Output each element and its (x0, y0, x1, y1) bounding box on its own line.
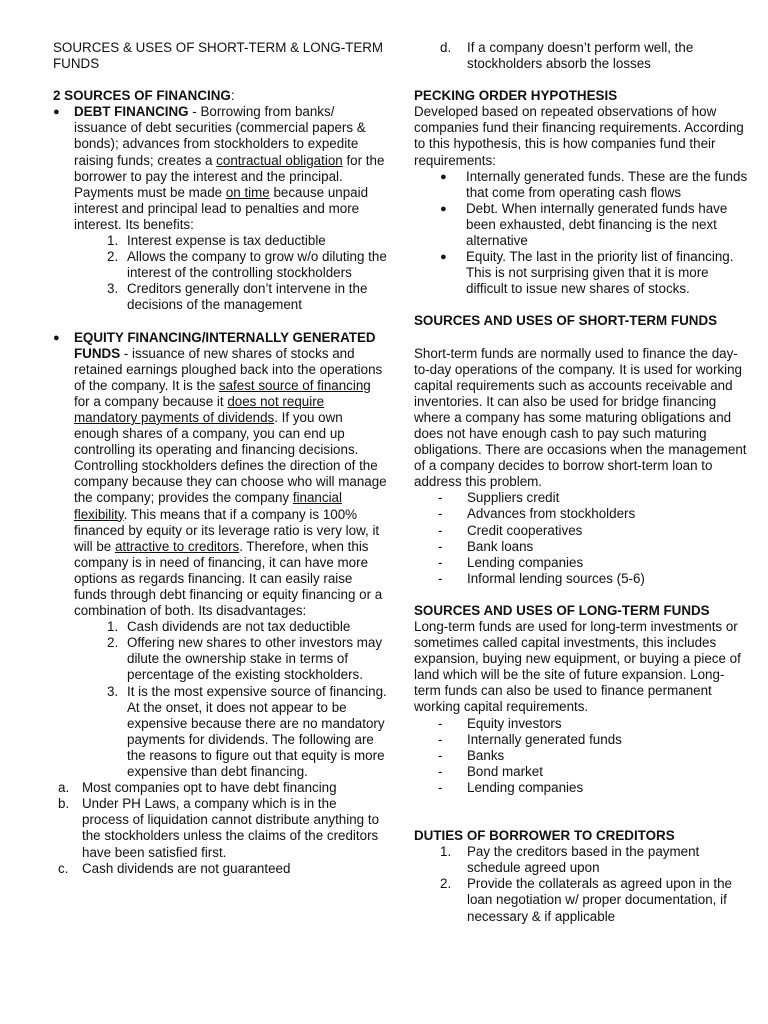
equity-text-5: . Therefore, when this company is in need of financing, it can have more options as regards financing. It can easily raise funds through debt financing or equity financing or a combination of both. Its disadvantages: (74, 538, 383, 619)
list-item (414, 844, 750, 876)
list-text: Most companies opt to have debt financing (82, 780, 337, 796)
list-item: ● Internally generated funds. These are the funds that come from operating cash flows (414, 169, 750, 201)
list-item: - Advances from stockholders (414, 506, 750, 522)
short-term-sources-list (414, 490, 750, 587)
heading-colon: : (230, 88, 235, 104)
long-term-paragraph: Long-term funds are used for long-term investments or sometimes called capital investments, this includes expansion, buying new equipment, or buying a piece of land which will be the site of future expansion. Long-term funds can also be used to finance permanent working capital requirements. (414, 619, 741, 715)
list-item (58, 780, 387, 796)
equity-reasons-list (58, 780, 387, 877)
pecking-order-heading: PECKING ORDER HYPOTHESIS (414, 88, 618, 104)
list-item (58, 796, 387, 860)
equity-underline-safest: safest source of financing (218, 377, 371, 393)
debt-text-1: - Borrowing from banks/ issuance of debt securities (commercial papers & bonds); advances from stockholders to expedite raising funds; creates a (74, 104, 366, 168)
list-item: - Bank loans (414, 539, 750, 555)
list-text: Offering new shares to other investors may dilute the ownership stake in terms of percentage of the existing stockholders. (127, 635, 383, 683)
list-text: It is the most expensive source of financing. At the onset, it does not appear to be expensive because there are no mandatory payments for dividends. The following are the reasons to figure out that equity is more expensive than debt financing. (127, 683, 387, 780)
debt-text-2: for the borrower to pay the interest and the principal. Payments must be made (74, 152, 385, 200)
list-item: ● Equity. The last in the priority list of financing. This is not surprising given that it is more difficult to issue new shares of stocks. (414, 249, 750, 297)
debt-underline-contractual: contractual obligation (216, 152, 343, 168)
list-item (107, 684, 387, 781)
list-item (414, 40, 750, 72)
equity-disadvantages-list (107, 619, 387, 780)
debt-text-3: because unpaid interest and principal lead to penalties and more interest. Its benefits: (74, 184, 369, 232)
list-item: - Suppliers credit (414, 490, 750, 506)
equity-underline-flexibility: financial flexibility (74, 490, 342, 522)
equity-financing-item (53, 330, 387, 620)
duties-list (414, 844, 750, 924)
list-marker: c. (58, 860, 69, 876)
list-text: Under PH Laws, a company which is in the process of liquidation cannot distribute anything to the stockholders unless the claims of the creditors have been satisfied first. (82, 796, 380, 860)
list-marker: a. (58, 780, 70, 796)
list-item: - Bond market (414, 764, 750, 780)
list-item: - Informal lending sources (5-6) (414, 571, 750, 587)
list-marker: 3. (107, 683, 119, 699)
list-marker: d. (440, 40, 452, 55)
list-marker: 2. (107, 635, 119, 651)
long-term-sources-list (414, 716, 750, 796)
list-marker: 2. (440, 876, 452, 892)
list-marker: 1. (107, 233, 119, 249)
list-item: - Lending companies (414, 780, 750, 796)
list-item (58, 861, 387, 877)
duties-heading: DUTIES OF BORROWER TO CREDITORS (414, 828, 675, 844)
list-text: Cash dividends are not guaranteed (82, 860, 291, 876)
document-title: SOURCES & USES OF SHORT-TERM & LONG-TERM FUNDS (53, 40, 384, 72)
list-item (107, 233, 387, 249)
pecking-order-intro: Developed based on repeated observations of how companies fund their financing requirements. According to this hypothesis, this is how companies fund their requirements: (414, 104, 744, 168)
list-marker: b. (58, 796, 70, 812)
list-marker: 2. (107, 249, 119, 265)
pecking-order-list (414, 169, 750, 298)
list-item: - Internally generated funds (414, 732, 750, 748)
list-item: - Equity investors (414, 716, 750, 732)
list-text: Cash dividends are not tax deductible (127, 619, 351, 635)
list-text: Interest expense is tax deductible (127, 233, 326, 249)
short-term-paragraph: Short-term funds are normally used to finance the day-to-day operations of the company. It is used for working capital requirements such as accounts receivable and inventories. It can also be used for bridge financing where a company has some maturing obligations and does not have enough cash to pay such maturing obligations. There are occasions when the management of a company decides to borrow short-term loan to address this problem. (414, 345, 747, 490)
equity-text-2: for a company because it (74, 393, 228, 409)
right-column (414, 40, 750, 925)
equity-text-4: . This means that if a company is 100% financed by equity or its leverage ratio is very low, it will be (74, 506, 380, 554)
debt-underline-on-time: on time (225, 184, 270, 200)
equity-underline-no-mandatory: does not require mandatory payments of dividends (74, 393, 325, 425)
heading-text: 2 SOURCES OF FINANCING (53, 88, 231, 104)
list-item: - Banks (414, 748, 750, 764)
equity-text-1: - issuance of new shares of stocks and retained earnings ploughed back into the operations of the company. It is the (74, 345, 383, 393)
debt-financing-label: DEBT FINANCING (74, 104, 189, 120)
list-item: - Credit cooperatives (414, 523, 750, 539)
equity-underline-attractive: attractive to creditors (114, 538, 240, 554)
list-item (107, 619, 387, 635)
debt-financing-item (53, 104, 387, 233)
list-text: Creditors generally don’t intervene in the decisions of the management (127, 281, 368, 313)
equity-text-3: . If you own enough shares of a company, you can end up controlling its operating and financing decisions. Controlling stockholders defines the direction of the company because they can choose who will manage the company; provides the company (74, 409, 387, 506)
equity-reasons-continued (414, 40, 750, 72)
list-marker: 1. (107, 619, 119, 635)
list-text: Allows the company to grow w/o diluting the interest of the controlling stockholders (127, 249, 387, 281)
debt-benefits-list (107, 233, 387, 313)
equity-financing-label: EQUITY FINANCING/INTERNALLY GENERATED FUNDS (74, 329, 376, 361)
list-marker: 1. (440, 844, 452, 860)
list-item: ● Debt. When internally generated funds have been exhausted, debt financing is the next alternative (414, 201, 750, 249)
list-item (107, 249, 387, 281)
left-column (53, 40, 387, 877)
list-item (107, 281, 387, 313)
list-item (107, 635, 387, 683)
list-marker: 3. (107, 281, 119, 297)
list-item: - Lending companies (414, 555, 750, 571)
list-text: Pay the creditors based in the payment schedule agreed upon (467, 844, 700, 876)
list-text: Provide the collaterals as agreed upon in the loan negotiation w/ proper documentation, if necessary & if applicable (467, 876, 733, 924)
list-text: If a company doesn’t perform well, the stockholders absorb the losses (467, 40, 694, 72)
short-term-heading: SOURCES AND USES OF SHORT-TERM FUNDS (414, 313, 718, 329)
list-item (414, 876, 750, 924)
section-heading-sources-of-financing (53, 88, 387, 104)
long-term-heading: SOURCES AND USES OF LONG-TERM FUNDS (414, 602, 710, 618)
